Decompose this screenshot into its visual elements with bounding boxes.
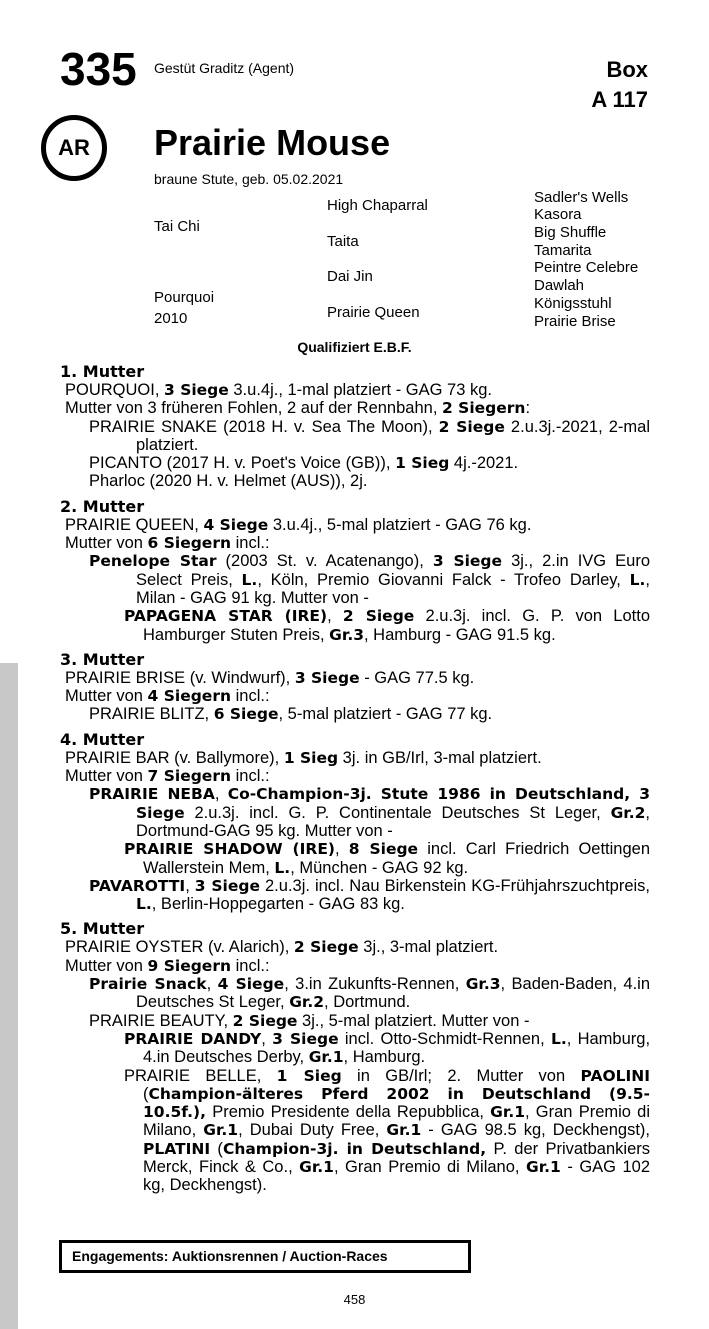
text-line: POURQUOI, 3 Siege 3.u.4j., 1-mal platziert - GAG 73 kg. (65, 381, 492, 399)
section-1-mutter (60, 362, 650, 491)
pedigree-sire: Tai Chi (154, 218, 200, 235)
pedigree-ggp: Prairie Brise (534, 313, 616, 330)
text-line: Mutter von 9 Siegern incl.: (65, 956, 270, 975)
box-title: Box (606, 57, 648, 82)
text-line: PRAIRIE BRISE (v. Windwurf), 3 Siege - GAG 77.5 kg. (65, 668, 475, 687)
text-line: PRAIRIE OYSTER (v. Alarich), 2 Siege 3j., 3-mal platziert. (65, 938, 499, 957)
text-line: Mutter von 6 Siegern incl.: (65, 534, 270, 553)
text-line: Mutter von 7 Siegern incl.: (65, 767, 270, 786)
text-line: PRAIRIE BELLE, 1 Sieg in GB/Irl; 2. Mutter von PAOLINI (Champion-älteres Pferd 2002 in Deutschland (9.5-10.5f.), Premio Presidente della Repubblica, Gr.1, Gran Premio di Milano, Gr.1, Dubai Duty Free, Gr.1 - GAG 98.5 kg, Deckhengst), PLATINI (Champion-3j. in Deutschland, P. der Privatbankiers Merck, Finck & Co., Gr.1, Gran Premio di Milano, Gr.1 - GAG 102 kg, Deckhengst). (124, 1066, 651, 1195)
text-line: Prairie Snack, 4 Siege, 3.in Zukunfts-Rennen, Gr.3, Baden-Baden, 4.in Deutsches St Leger, Gr.2, Dortmund. (89, 975, 651, 1012)
page-number: 458 (343, 1292, 366, 1307)
engagements-box: Engagements: Auktionsrennen / Auction-Races (59, 1240, 471, 1273)
text-line: PRAIRIE QUEEN, 4 Siege 3.u.4j., 5-mal platziert - GAG 76 kg. (65, 515, 532, 534)
section-title: 1. Mutter (60, 362, 145, 381)
section-title: 3. Mutter (60, 649, 145, 669)
text-line: Mutter von 3 früheren Fohlen, 2 auf der Rennbahn, 2 Siegern: (65, 399, 531, 418)
pedigree-ggp: Sadler's Wells (534, 189, 629, 206)
section-title: 4. Mutter (60, 729, 145, 749)
text-line: Mutter von 4 Siegern incl.: (65, 687, 270, 706)
text-line: PAPAGENA STAR (IRE), 2 Siege 2.u.3j. incl. G. P. von Lotto Hamburger Stuten Preis, Gr.3, Hamburg - GAG 91.5 kg. (124, 607, 651, 644)
pedigree-gp: Prairie Queen (327, 304, 420, 321)
dam-line (60, 362, 650, 1201)
side-bar (0, 663, 18, 1329)
text-line: PRAIRIE BEAUTY, 2 Siege 3j., 5-mal platziert. Mutter von - (89, 1011, 530, 1030)
box-label (591, 55, 648, 115)
pedigree-gp: Taita (327, 233, 359, 250)
text-line: Pharloc (2020 H. v. Helmet (AUS)), 2j. (89, 472, 368, 491)
text-line: PRAIRIE SHADOW (IRE), 8 Siege incl. Carl Friedrich Oettingen Wallerstein Mem, L., München - GAG 92 kg. (124, 840, 650, 877)
vendor: Gestüt Graditz (Agent) (154, 60, 295, 76)
lot-number: 335 (60, 43, 137, 95)
text-line: PICANTO (2017 H. v. Poet's Voice (GB)), 1 Sieg 4j.-2021. (89, 454, 519, 473)
text-line: Penelope Star (2003 St. v. Acatenango), 3 Siege 3j., 2.in IVG Euro Select Preis, L., Köln, Premio Giovanni Falck - Trofeo Darley, L., Milan - GAG 91 kg. Mutter von - (89, 552, 651, 607)
qualification: Qualifiziert E.B.F. (297, 339, 412, 355)
section-5-mutter (60, 919, 650, 1194)
text-line: PRAIRIE BLITZ, 6 Siege, 5-mal platziert - GAG 77 kg. (89, 705, 493, 724)
pedigree-ggp: Königsstuhl (534, 295, 612, 312)
pedigree-ggp: Tamarita (534, 242, 592, 259)
box-number: A 117 (591, 87, 648, 112)
text-line: PRAIRIE BAR (v. Ballymore), 1 Sieg 3j. in GB/Irl, 3-mal platziert. (65, 748, 542, 767)
text-line: PRAIRIE NEBA, Co-Champion-3j. Stute 1986 in Deutschland, 3 Siege 2.u.3j. incl. G. P. Continentale Deutsches St Leger, Gr.2, Dortmund-GAG 95 kg. Mutter von - (89, 785, 650, 840)
pedigree-ggp: Big Shuffle (534, 224, 607, 241)
section-title: 5. Mutter (60, 919, 145, 939)
pedigree-dam: Pourquoi (154, 289, 215, 306)
text-line: PRAIRIE SNAKE (2018 H. v. Sea The Moon), 2 Siege 2.u.3j.-2021, 2-mal platziert. (89, 417, 650, 454)
section-title: 2. Mutter (60, 496, 145, 516)
horse-description: braune Stute, geb. 05.02.2021 (154, 171, 344, 187)
section-2-mutter (60, 497, 650, 644)
pedigree-ggp: Kasora (534, 206, 582, 223)
pedigree-dam-year: 2010 (154, 310, 188, 327)
pedigree-ggp: Dawlah (534, 277, 585, 294)
text-line: PRAIRIE DANDY, 3 Siege incl. Otto-Schmidt-Rennen, L., Hamburg, 4.in Deutsches Derby, Gr.1, Hamburg. (124, 1029, 651, 1067)
text-line: PAVAROTTI, 3 Siege 2.u.3j. incl. Nau Birkenstein KG-Frühjahrszuchtpreis, L., Berlin-Hoppegarten - GAG 83 kg. (89, 876, 650, 914)
pedigree-gp: Dai Jin (327, 268, 373, 285)
horse-name: Prairie Mouse (154, 122, 391, 163)
pedigree-gp: High Chaparral (327, 197, 428, 214)
section-3-mutter (60, 650, 650, 724)
ar-badge: AR (41, 115, 107, 181)
section-4-mutter (60, 730, 650, 914)
pedigree-ggp: Peintre Celebre (534, 259, 639, 276)
